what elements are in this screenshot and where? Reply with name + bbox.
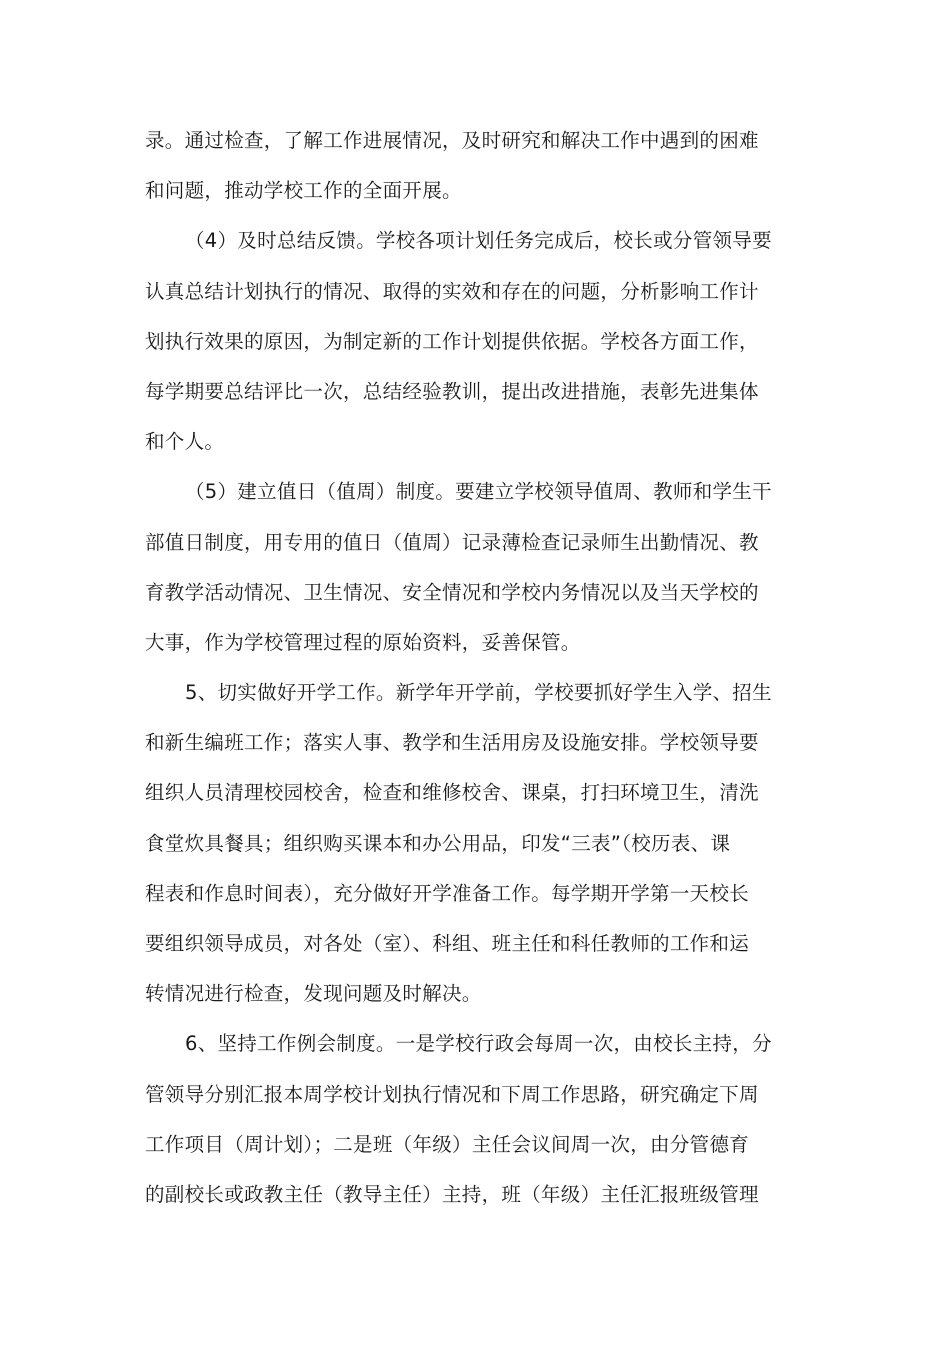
text-line: 的副校长或政教主任（教导主任）主持，班（年级）主任汇报班级管理 [145, 1182, 759, 1206]
text-line: 和新生编班工作；落实人事、教学和生活用房及设施安排。学校领导要 [145, 731, 759, 755]
text-line: 录。通过检查，了解工作进展情况，及时研究和解决工作中遇到的困难 [145, 129, 759, 152]
text-line: 要组织领导成员，对各处（室）、科组、班主任和科任教师的工作和运 [145, 932, 750, 955]
text-line: 部值日制度，用专用的值日（值周）记录薄检查记录师生出勤情况、教 [145, 530, 759, 554]
text-line: 程表和作息时间表），充分做好开学准备工作。每学期开学第一天校长 [145, 881, 750, 905]
text-line: 和问题，推动学校工作的全面开展。 [145, 179, 462, 203]
text-line: 转情况进行检查，发现问题及时解决。 [145, 982, 482, 1006]
text-line: 管领导分别汇报本周学校计划执行情况和下周工作思路，研究确定下周 [145, 1082, 759, 1106]
text-line: 5、切实做好开学工作。新学年开学前，学校要抓好学生入学、招生 [185, 681, 772, 705]
text-line: 认真总结计划执行的情况、取得的实效和存在的问题，分析影响工作计 [145, 279, 759, 303]
text-line: 和个人。 [145, 430, 225, 454]
text-line: 每学期要总结评比一次，总结经验教训，提出改进措施，表彰先进集体 [145, 379, 759, 403]
text-line: 6、坚持工作例会制度。一是学校行政会每周一次，由校长主持，分 [185, 1032, 772, 1056]
text-line: 育教学活动情况、卫生情况、安全情况和学校内务情况以及当天学校的 [145, 580, 759, 604]
text-line: 大事，作为学校管理过程的原始资料，妥善保管。 [145, 630, 581, 654]
text-line: 划执行效果的原因，为制定新的工作计划提供依据。学校各方面工作， [145, 329, 759, 353]
text-line: 工作项目（周计划）；二是班（年级）主任会议间周一次，由分管德育 [145, 1132, 750, 1156]
text-line: 食堂炊具餐具；组织购买课本和办公用品，印发“三表”（校历表、课 [145, 831, 731, 855]
body-text [145, 116, 807, 1220]
text-line: （4）及时总结反馈。学校各项计划任务完成后，校长或分管领导要 [185, 229, 772, 253]
text-line: （5）建立值日（值周）制度。要建立学校领导值周、教师和学生干 [185, 480, 772, 504]
text-line: 组织人员清理校园校舍，检查和维修校舍、课桌，打扫环境卫生，清洗 [145, 781, 759, 805]
